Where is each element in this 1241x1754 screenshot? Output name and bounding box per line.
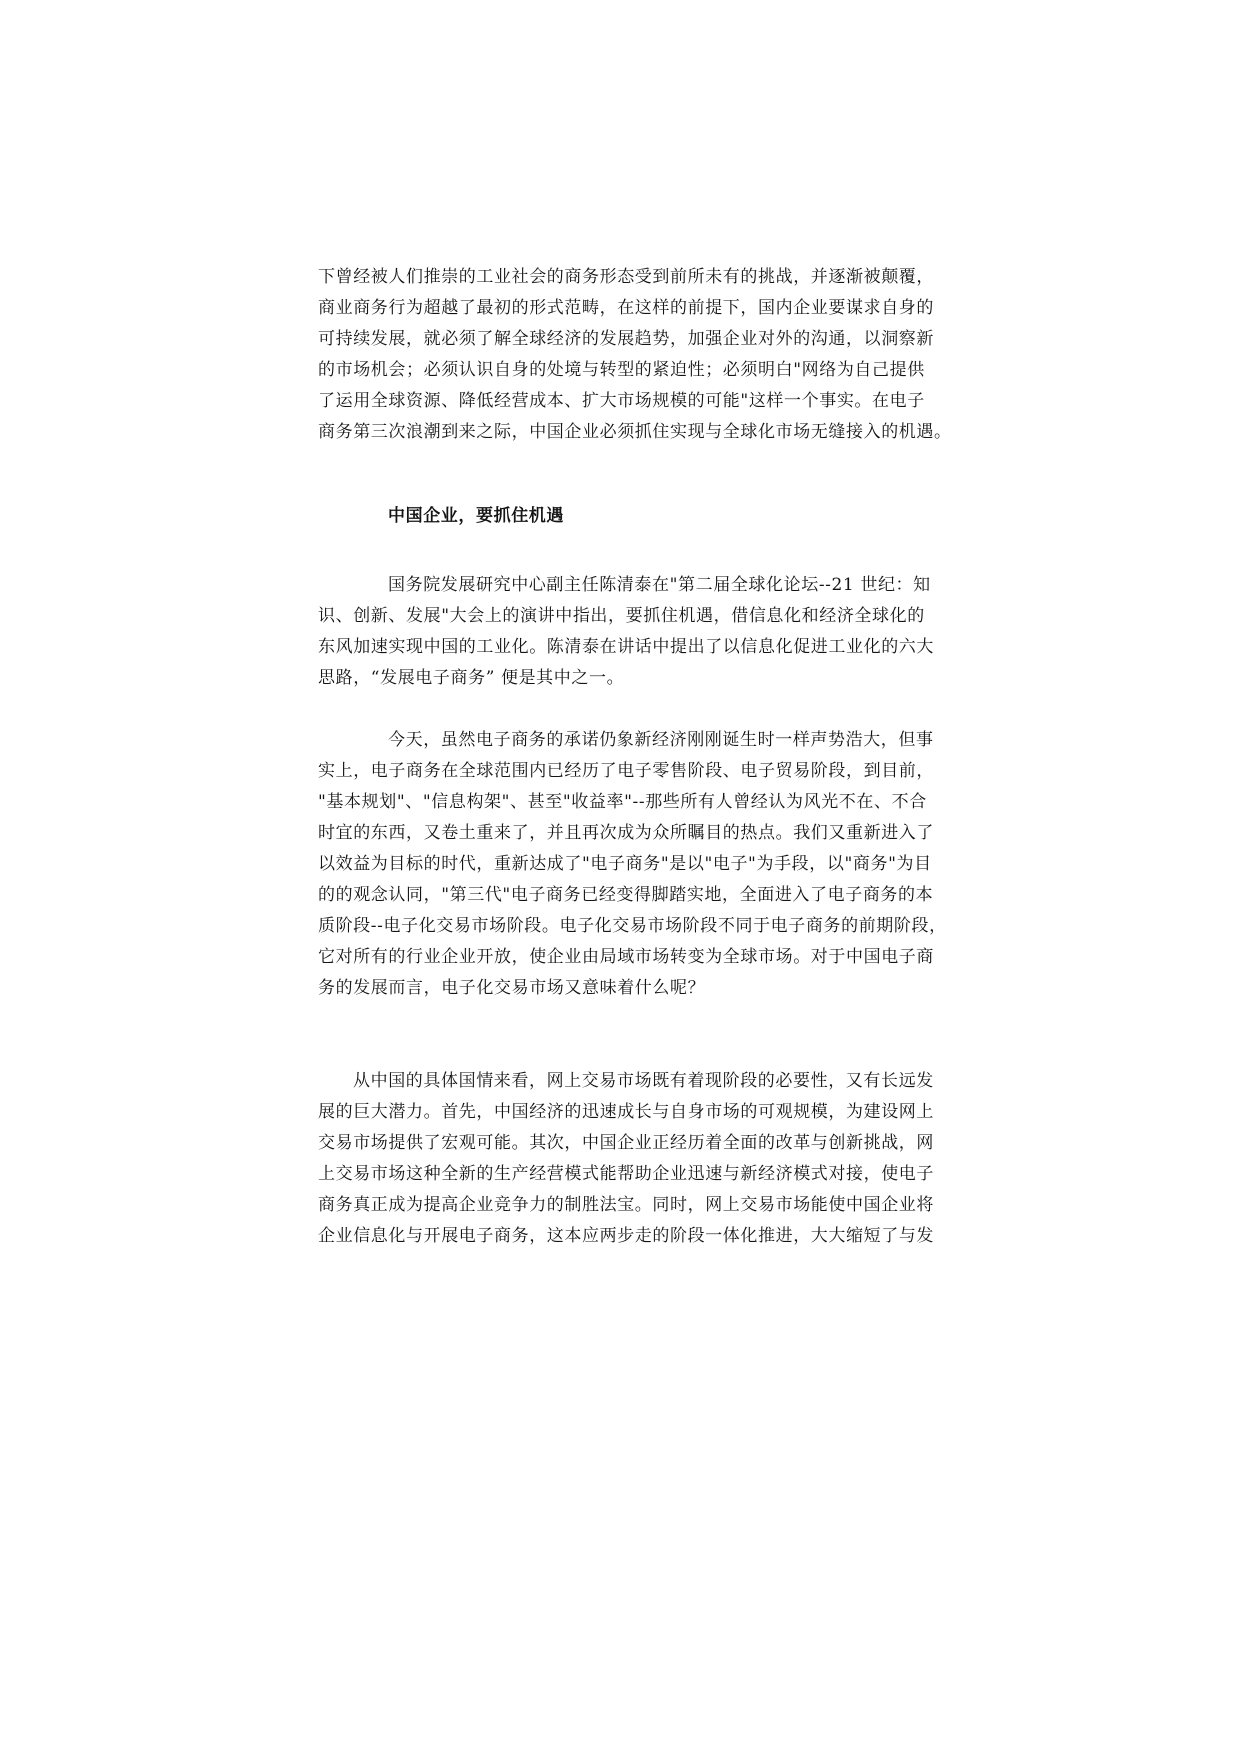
paragraph-line: 今天，虽然电子商务的承诺仍象新经济刚刚诞生时一样声势浩大，但事 bbox=[388, 730, 934, 750]
paragraph-line: 企业信息化与开展电子商务，这本应两步走的阶段一体化推进，大大缩短了与发 bbox=[318, 1226, 934, 1246]
paragraph-line: 时宜的东西，又卷土重来了，并且再次成为众所瞩目的热点。我们又重新进入了 bbox=[318, 823, 934, 843]
paragraph-line: 从中国的具体国情来看，网上交易市场既有着现阶段的必要性，又有长远发 bbox=[353, 1071, 934, 1091]
paragraph-3 bbox=[318, 725, 947, 1004]
paragraph-line: 了运用全球资源、降低经营成本、扩大市场规模的可能"这样一个事实。在电子 bbox=[318, 391, 925, 411]
paragraph-line: 的市场机会；必须认识自身的处境与转型的紧迫性；必须明白"网络为自己提供 bbox=[318, 360, 925, 380]
paragraph-line: 国务院发展研究中心副主任陈清泰在"第二届全球化论坛--21 世纪：知 bbox=[388, 575, 931, 595]
paragraph-line: 交易市场提供了宏观可能。其次，中国企业正经历着全面的改革与创新挑战，网 bbox=[318, 1133, 934, 1153]
paragraph-line: 质阶段--电子化交易市场阶段。电子化交易市场阶段不同于电子商务的前期阶段， bbox=[318, 916, 947, 936]
paragraph-4 bbox=[318, 1066, 934, 1252]
paragraph-line: 商业商务行为超越了最初的形式范畴，在这样的前提下，国内企业要谋求自身的 bbox=[318, 298, 934, 318]
paragraph-line: 以效益为目标的时代，重新达成了"电子商务"是以"电子"为手段，以"商务"为目 bbox=[318, 854, 932, 874]
paragraph-line: 下曾经被人们推崇的工业社会的商务形态受到前所未有的挑战，并逐渐被颠覆， bbox=[318, 267, 934, 287]
paragraph-line: 实上，电子商务在全球范围内已经历了电子零售阶段、电子贸易阶段，到目前， bbox=[318, 761, 934, 781]
paragraph-line: 可持续发展，就必须了解全球经济的发展趋势，加强企业对外的沟通，以洞察新 bbox=[318, 329, 934, 349]
paragraph-line: 它对所有的行业企业开放，使企业由局域市场转变为全球市场。对于中国电子商 bbox=[318, 947, 934, 967]
paragraph-1 bbox=[318, 262, 952, 448]
paragraph-line: 的的观念认同，"第三代"电子商务已经变得脚踏实地，全面进入了电子商务的本 bbox=[318, 885, 934, 905]
paragraph-line: 展的巨大潜力。首先，中国经济的迅速成长与自身市场的可观规模，为建设网上 bbox=[318, 1102, 934, 1122]
section-heading-block bbox=[318, 501, 928, 532]
paragraph-line: "基本规划"、"信息构架"、甚至"收益率"--那些所有人曾经认为风光不在、不合 bbox=[318, 792, 927, 812]
paragraph-2 bbox=[318, 570, 934, 694]
paragraph-line: 务的发展而言，电子化交易市场又意味着什么呢？ bbox=[318, 978, 706, 998]
paragraph-line: 思路，“发展电子商务” 便是其中之一。 bbox=[318, 668, 625, 688]
paragraph-line: 东风加速实现中国的工业化。陈清泰在讲话中提出了以信息化促进工业化的六大 bbox=[318, 637, 934, 657]
section-heading: 中国企业，要抓住机遇 bbox=[388, 506, 564, 526]
paragraph-line: 识、创新、发展"大会上的演讲中指出，要抓住机遇，借信息化和经济全球化的 bbox=[318, 606, 925, 626]
paragraph-line: 上交易市场这种全新的生产经营模式能帮助企业迅速与新经济模式对接，使电子 bbox=[318, 1164, 934, 1184]
paragraph-line: 商务第三次浪潮到来之际，中国企业必须抓住实现与全球化市场无缝接入的机遇。 bbox=[318, 422, 952, 442]
paragraph-line: 商务真正成为提高企业竞争力的制胜法宝。同时，网上交易市场能使中国企业将 bbox=[318, 1195, 934, 1215]
